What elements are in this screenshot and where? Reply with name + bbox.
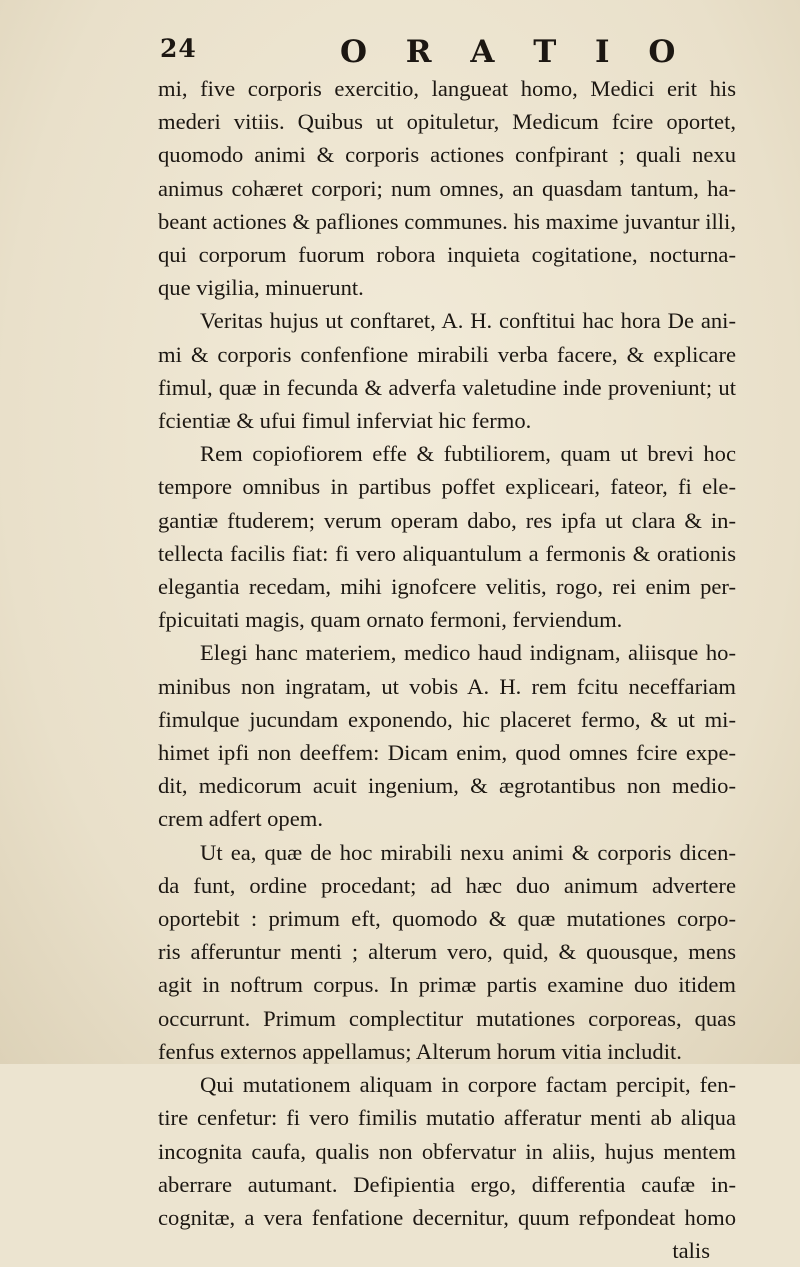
text-line: mi & corporis confenfione mirabili verba facere, & explicare (158, 341, 736, 367)
text-line: tempore omnibus in partibus poffet expliceari, fateor, fi ele- (158, 474, 736, 500)
text-line: fcientiæ & ufui fimul inferviat hic fermo. (158, 408, 532, 434)
paragraph-start-line: Ut ea, quæ de hoc mirabili nexu animi & corporis dicen- (200, 839, 736, 865)
body-text (158, 72, 736, 1267)
text-line: ris afferuntur menti ; alterum vero, quid, & quousque, mens (158, 939, 736, 965)
text-line: dit, medicorum acuit ingenium, & ægrotantibus non medio- (158, 773, 736, 799)
running-title: O R A T I O (340, 34, 690, 70)
page-number: 24 (160, 34, 197, 63)
paragraph-start-line: Qui mutationem aliquam in corpore factam percipit, fen- (200, 1072, 736, 1098)
text-line: tellecta facilis fiat: fi vero aliquantulum a fermonis & orationis (158, 540, 736, 566)
catchword: talis (672, 1238, 710, 1264)
paragraph-start-line: Elegi hanc materiem, medico haud indignam, aliisque ho- (200, 640, 736, 666)
text-line: que vigilia, minuerunt. (158, 275, 364, 301)
text-line: himet ipfi non deeffem: Dicam enim, quod omnes fcire expe- (158, 740, 736, 766)
text-line: fpicuitati magis, quam ornato fermoni, ferviendum. (158, 607, 623, 633)
text-line: tire cenfetur: fi vero fimilis mutatio afferatur menti ab aliqua (158, 1105, 736, 1131)
text-line: mederi vitiis. Quibus ut opituletur, Medicum fcire oportet, (158, 109, 736, 135)
text-line: mi, five corporis exercitio, langueat homo, Medici erit his (158, 76, 736, 101)
text-line: occurrunt. Primum complectitur mutationes corporeas, quas (158, 1005, 736, 1031)
text-line: beant actiones & pafliones communes. his maxime juvantur illi, (158, 208, 736, 234)
paragraph-start-line: Rem copiofiorem effe & fubtiliorem, quam ut brevi hoc (200, 441, 736, 467)
text-line: cognitæ, a vera fenfatione decernitur, quum refpondeat homo (158, 1204, 736, 1230)
text-line: minibus non ingratam, ut vobis A. H. rem fcitu neceffariam (158, 673, 736, 699)
text-line: quomodo animi & corporis actiones confpirant ; quali nexu (158, 142, 736, 168)
text-line: oportebit : primum eft, quomodo & quæ mutationes corpo- (158, 906, 736, 932)
page-header (160, 30, 720, 70)
text-line: da funt, ordine procedant; ad hæc duo animum advertere (158, 872, 736, 898)
text-line: fimulque jucundam exponendo, hic placeret fermo, & ut mi- (158, 706, 736, 732)
text-line: elegantia recedam, mihi ignofcere velitis, rogo, rei enim per- (158, 574, 736, 600)
paragraph-start-line: Veritas hujus ut conftaret, A. H. conftitui hac hora De ani- (200, 308, 736, 334)
text-line: fimul, quæ in fecunda & adverfa valetudine inde proveniunt; ut (158, 374, 736, 400)
text-line: gantiæ ftuderem; verum operam dabo, res ipfa ut clara & in- (158, 507, 736, 533)
text-line: qui corporum fuorum robora inquieta cogitatione, nocturna- (158, 242, 736, 268)
text-line: incognita caufa, qualis non obfervatur in aliis, hujus mentem (158, 1138, 736, 1164)
text-line: crem adfert opem. (158, 806, 323, 832)
text-line: agit in noftrum corpus. In primæ partis examine duo itidem (158, 972, 736, 998)
text-line: fenfus externos appellamus; Alterum horum vitia includit. (158, 1038, 682, 1064)
text-line: aberrare autumant. Defipientia ergo, differentia caufæ in- (158, 1171, 736, 1197)
text-line: animus cohæret corpori; num omnes, an quasdam tantum, ha- (158, 175, 736, 201)
